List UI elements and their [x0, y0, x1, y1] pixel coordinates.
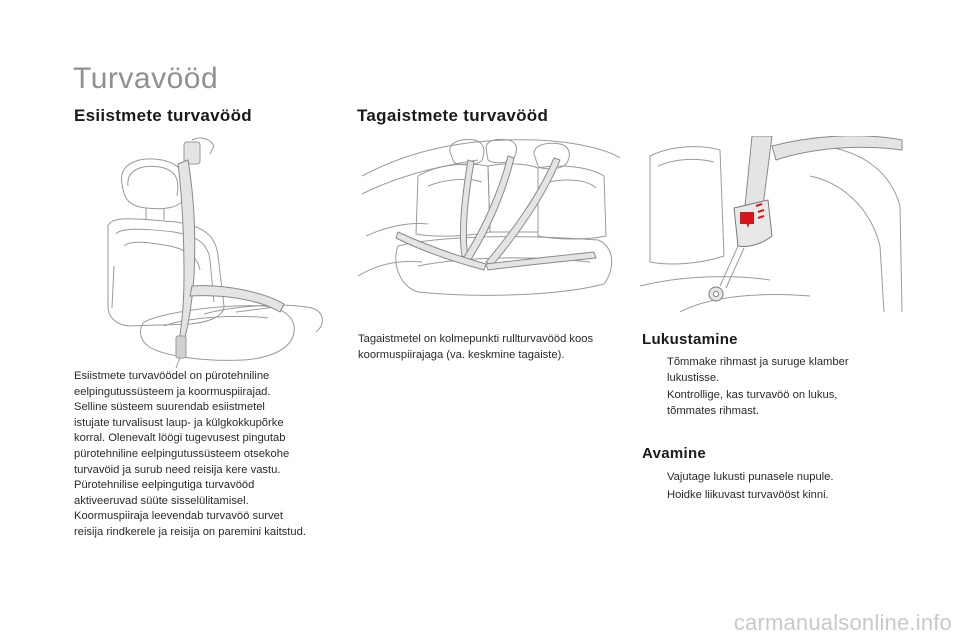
- rear-line: Tagaistmetel on kolmepunkti rullturvavööd koos: [358, 333, 594, 345]
- item-line: Vajutage lukusti punasele nupule.: [667, 471, 834, 483]
- front-line: Selline süsteem suurendab esiistmetel: [74, 401, 265, 414]
- unlocking-heading: Avamine: [642, 445, 707, 462]
- item-line: Tõmmake rihmast ja suruge klamber: [667, 356, 849, 368]
- item-line: lukustisse.: [667, 371, 720, 384]
- rear-seats-description: [358, 332, 628, 363]
- item-line: Kontrollige, kas turvavöö on lukus,: [667, 389, 838, 402]
- front-line: turvavöid ja surub need reisija kere vastu.: [74, 463, 281, 476]
- list-item: [643, 470, 883, 486]
- front-line: istujate turvalisust laup- ja külgkokkupõrke: [74, 416, 284, 429]
- page-title: Turvavööd: [73, 62, 219, 95]
- locking-steps: [643, 355, 883, 421]
- front-line: Koormuspiiraja leevendab turvavöö survet: [74, 510, 283, 523]
- front-line: aktiveeruvad süüte sisselülitamisel.: [74, 494, 249, 507]
- front-seats-description: [74, 369, 349, 541]
- item-line: Hoidke liikuvast turvavööst kinni.: [667, 488, 829, 501]
- list-item: [643, 355, 883, 386]
- front-line: pürotehniline eelpingutussüsteem otsekohe: [74, 447, 290, 460]
- front-seat-belt-illustration: [84, 136, 334, 368]
- front-seats-heading: Esiistmete turvavööd: [74, 106, 252, 125]
- unlocking-steps: [643, 470, 883, 505]
- front-line: reisija rindkerele ja reisija on paremini kaitstud.: [74, 525, 306, 538]
- rear-seats-heading: Tagaistmete turvavööd: [357, 106, 549, 125]
- front-line: Pürotehnilise eelpingutiga turvavööd: [74, 479, 255, 492]
- front-line: korral. Olenevalt löögi tugevusest pingutab: [74, 432, 286, 445]
- front-line: Esiistmete turvavöödel on pürotehniline: [74, 370, 270, 382]
- buckle-lock-illustration: [640, 136, 904, 312]
- list-item: [643, 488, 883, 504]
- list-item: [643, 388, 883, 419]
- site-watermark: carmanualsonline.info: [733, 610, 952, 635]
- front-line: eelpingutussüsteem ja koormuspiirajad.: [74, 385, 271, 398]
- item-line: tõmmates rihmast.: [667, 404, 760, 417]
- rear-seats-belts-illustration: [358, 136, 622, 312]
- locking-heading: Lukustamine: [642, 331, 738, 348]
- rear-line: koormuspiirajaga (va. keskmine tagaiste).: [358, 348, 565, 361]
